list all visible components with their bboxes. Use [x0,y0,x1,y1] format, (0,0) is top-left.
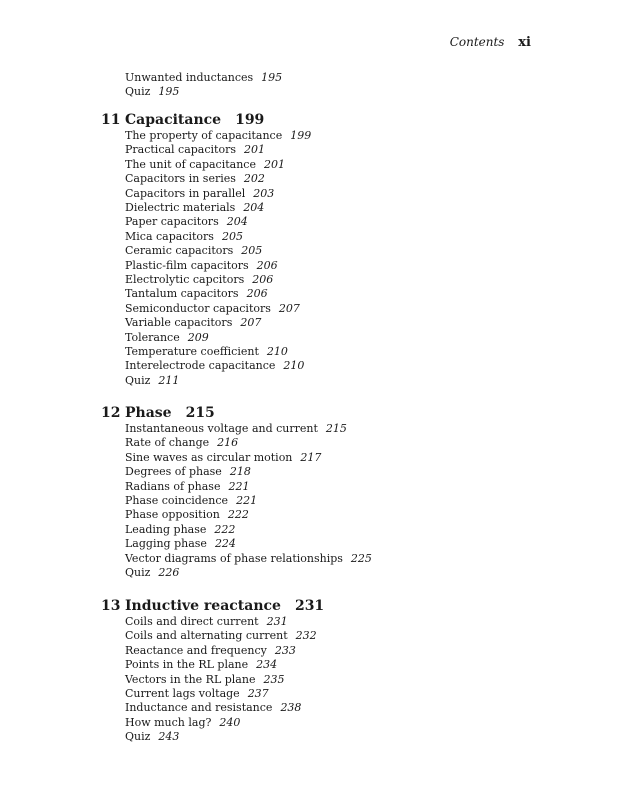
toc-entry[interactable] [125,494,257,508]
toc-entry-page: 235 [263,672,285,686]
toc-entry-page: 205 [221,229,243,243]
toc-entry[interactable] [125,331,209,345]
toc-entry-page: 195 [261,71,283,84]
running-head-title: Contents [449,35,505,49]
toc-entry[interactable] [125,143,265,157]
chapter-title: Inductive reactance [125,598,281,614]
toc-entry-title: Variable capacitors [125,316,233,330]
toc-entry-page: 231 [266,615,288,628]
toc-entry[interactable] [125,629,317,643]
toc-entry-title: Ceramic capacitors [125,244,234,258]
toc-entry[interactable] [125,687,269,701]
toc-entry-title: The property of capacitance [125,129,283,142]
toc-entry[interactable] [125,345,288,359]
toc-entry-title: Unwanted inductances [125,71,254,84]
toc-entry[interactable] [125,658,277,672]
toc-entry-page: 204 [226,215,248,229]
toc-entry[interactable] [125,85,179,99]
toc-entry-page: 238 [280,701,302,715]
toc-entry-title: Interelectrode capacitance [125,359,276,373]
chapter-number: 13 [101,598,121,614]
toc-entry[interactable] [125,230,243,244]
toc-entry[interactable] [125,215,248,229]
toc-entry[interactable] [125,172,265,186]
toc-entry[interactable] [125,465,251,479]
toc-entry-title: Vector diagrams of phase relationships [125,551,343,565]
toc-entry[interactable] [125,71,282,85]
toc-entry-title: Mica capacitors [125,229,214,243]
toc-entry-page: 209 [187,330,209,344]
toc-entry-page: 206 [252,273,274,286]
toc-entry-title: Tolerance [125,330,180,344]
toc-entry[interactable] [125,316,261,330]
toc-entry[interactable] [125,615,288,629]
toc-entry-page: 206 [256,258,278,272]
toc-entry-title: Quiz [125,730,151,744]
toc-entry-title: Lagging phase [125,537,207,551]
toc-entry[interactable] [125,201,264,215]
toc-entry-page: 221 [228,479,250,493]
toc-entry[interactable] [125,187,274,201]
toc-entry[interactable] [125,716,240,730]
toc-entry-page: 201 [263,157,285,171]
toc-entry-title: Leading phase [125,522,207,536]
toc-entry[interactable] [125,158,285,172]
toc-entry-title: Plastic-film capacitors [125,258,249,272]
toc-entry[interactable] [125,644,296,658]
page-number: xi [518,35,531,50]
toc-entry[interactable] [125,537,236,551]
toc-entry-page: 240 [219,715,241,729]
toc-entry-page: 218 [229,465,251,479]
toc-entry[interactable] [125,129,311,143]
toc-entry-page: 222 [214,522,236,536]
toc-entry-title: Points in the RL plane [125,658,249,672]
toc-entry-page: 205 [241,244,263,258]
toc-entry-title: Electrolytic capcitors [125,273,245,286]
toc-entry-title: Quiz [125,85,151,99]
toc-entry-page: 232 [295,629,317,643]
toc-entry-title: The unit of capacitance [125,157,256,171]
toc-entry-title: Paper capacitors [125,215,219,229]
running-head [450,35,531,50]
toc-entry-title: Tantalum capacitors [125,287,239,301]
toc-entry-title: Instantaneous voltage and current [125,422,318,435]
chapter-heading[interactable] [101,597,324,615]
toc-entry[interactable] [125,566,179,580]
toc-entry[interactable] [125,259,278,273]
toc-entry-page: 210 [283,359,305,373]
toc-entry-page: 217 [300,450,322,464]
chapter-heading[interactable] [101,404,215,422]
toc-entry[interactable] [125,302,300,316]
toc-entry[interactable] [125,244,262,258]
toc-entry-title: Coils and alternating current [125,629,288,643]
toc-entry-title: Current lags voltage [125,687,240,700]
toc-entry-page: 215 [325,422,347,435]
toc-entry[interactable] [125,673,284,687]
toc-entry-page: 216 [217,436,239,450]
toc-entry[interactable] [125,480,249,494]
toc-entry-title: Inductance and resistance [125,701,273,715]
toc-entry-title: Dielectric materials [125,201,236,214]
toc-entry[interactable] [125,287,268,301]
toc-entry-title: Radians of phase [125,479,221,493]
toc-entry-title: Quiz [125,373,151,387]
toc-entry-page: 225 [350,551,372,565]
toc-entry-title: Practical capacitors [125,143,236,157]
toc-entry[interactable] [125,436,238,450]
toc-entry-page: 210 [266,345,288,358]
chapter-page: 215 [185,405,215,421]
toc-entry[interactable] [125,508,249,522]
toc-entry-page: 234 [256,658,278,672]
toc-entry-page: 221 [236,494,258,507]
toc-entry-page: 207 [240,316,262,330]
chapter-page: 231 [294,598,325,614]
toc-entry-title: Quiz [125,566,151,579]
toc-entry-page: 204 [243,201,265,214]
toc-entry[interactable] [125,730,179,744]
toc-entry-title: Phase coincidence [125,494,229,507]
toc-entry[interactable] [125,359,304,373]
toc-entry-title: Reactance and frequency [125,643,267,657]
toc-entry-title: How much lag? [125,715,212,729]
toc-entry[interactable] [125,552,372,566]
toc-entry-title: Vectors in the RL plane [125,672,256,686]
toc-entry-title: Degrees of phase [125,465,222,479]
toc-entry-page: 226 [158,566,180,579]
chapter-number: 11 [101,112,121,128]
toc-entry-page: 237 [247,687,269,700]
toc-entry-page: 224 [214,537,236,551]
toc-entry-title: Semiconductor capacitors [125,301,271,315]
chapter-title: Capacitance [125,112,222,128]
toc-entry-page: 199 [290,129,312,142]
toc-entry-title: Temperature coefficient [125,345,259,358]
toc-entry-page: 195 [158,85,180,99]
toc-entry[interactable] [125,422,347,436]
toc-entry-title: Capacitors in series [125,172,236,186]
chapter-heading[interactable] [101,111,264,129]
toc-entry-page: 243 [158,730,180,744]
toc-entry-page: 222 [227,508,249,522]
toc-entry-title: Rate of change [125,436,210,450]
toc-entry[interactable] [125,523,235,537]
toc-entry-title: Sine waves as circular motion [125,450,293,464]
toc-entry-page: 206 [246,287,268,301]
toc-entry-page: 201 [244,143,265,157]
toc-entry-page: 203 [253,186,275,200]
toc-entry[interactable] [125,701,301,715]
toc-entry-page: 233 [274,643,296,657]
toc-entry-title: Coils and direct current [125,615,259,628]
toc-entry-title: Capacitors in parallel [125,186,246,200]
toc-entry-page: 207 [278,301,300,315]
chapter-number: 12 [101,405,121,421]
toc-entry-title: Phase opposition [125,508,220,522]
toc-entry[interactable] [125,451,321,465]
toc-entry[interactable] [125,374,179,388]
chapter-page: 199 [235,112,265,128]
toc-entry-page: 202 [243,172,265,186]
toc-entry-page: 211 [158,373,180,387]
toc-entry[interactable] [125,273,273,287]
chapter-title: Phase [125,405,172,421]
